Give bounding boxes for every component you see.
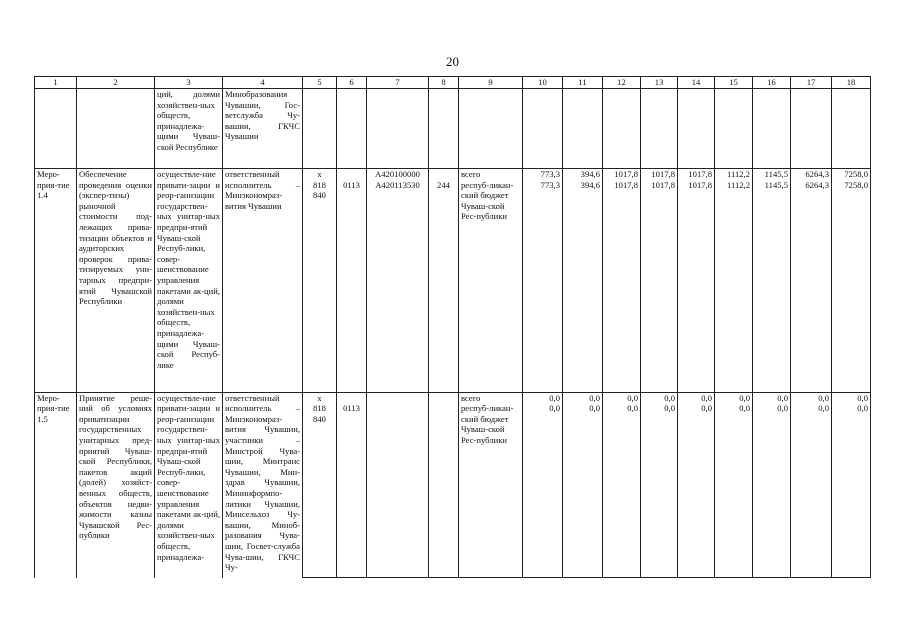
rzpr-cell — [337, 392, 367, 403]
value-cell: 1017,8 — [678, 180, 715, 393]
rzpr-cell: 0113 — [337, 180, 367, 393]
column-number-header-row — [35, 77, 871, 89]
grbs-cell: x — [303, 392, 337, 403]
column-header: 2 — [77, 77, 155, 89]
value-cell: 7258,0 — [832, 169, 871, 180]
value-cell: 0,0 — [791, 403, 832, 578]
vr-cell — [429, 403, 459, 578]
funding-source: всего — [459, 169, 523, 180]
value-cell: 0,0 — [715, 392, 753, 403]
column-header: 5 — [303, 77, 337, 89]
value-cell: 0,0 — [678, 392, 715, 403]
value-cell: 0,0 — [753, 392, 791, 403]
table-row — [35, 392, 871, 403]
csr-cell — [367, 392, 429, 403]
value-cell: 0,0 — [603, 403, 641, 578]
value-cell: 6264,3 — [791, 169, 832, 180]
value-cell: 1112,2 — [715, 169, 753, 180]
value-cell: 1017,8 — [641, 180, 678, 393]
value-cell: 0,0 — [523, 403, 563, 578]
table-row — [35, 89, 871, 169]
program-table — [34, 76, 871, 578]
column-header: 3 — [155, 77, 223, 89]
vr-cell — [429, 169, 459, 180]
value-cell: 0,0 — [563, 403, 603, 578]
value-cell: 0,0 — [641, 392, 678, 403]
rzpr-cell — [337, 169, 367, 180]
value-cell: 1017,8 — [641, 169, 678, 180]
measure-executors: ответственный исполнитель – Минэкономраз-вития Чувашии, участники – Минстрой Чува-шии, Минтранс Чувашии, Мин-здрав Чувашии, Мининформпо-литики Чувашии, Минсельхоз Чу-вашии, Миноб-разования Чува-шии, Госвет-служба Чува-шии, ГКЧС Чу- — [223, 392, 303, 578]
column-header: 4 — [223, 77, 303, 89]
column-header: 10 — [523, 77, 563, 89]
grbs-cell: 818 840 — [303, 180, 337, 393]
continuation-goal: ций, долями хозяйствен-ных обществ, принадлежа-щими Чуваш-ской Республике — [155, 89, 223, 169]
measure-title: Принятие реше-ний об условиях приватизации государственных унитарных пред-приятий Чуваш-ской Республики, пакетов акций (долей) хозяйст-венных обществ, объектов недви-жимости казны Чувашской Рес-публики — [77, 392, 155, 578]
measure-executors: ответственный исполнитель – Минэкономраз-вития Чувашии — [223, 169, 303, 393]
rzpr-cell: 0113 — [337, 403, 367, 578]
measure-name: Меро-прия-тие 1.4 — [35, 169, 77, 393]
column-header: 15 — [715, 77, 753, 89]
page-number: 20 — [446, 54, 459, 69]
column-header: 14 — [678, 77, 715, 89]
column-header: 6 — [337, 77, 367, 89]
value-cell: 394,6 — [563, 180, 603, 393]
value-cell: 0,0 — [832, 392, 871, 403]
continuation-executors: Минобразования Чувашии, Гос-ветслужба Чу-вашии, ГКЧС Чувашии — [223, 89, 303, 169]
funding-source: всего — [459, 392, 523, 403]
measure-title: Обеспечение проведения оценки (экспер-тизы) рыночной стоимости под-лежащих прива-тизации объектов и аудиторских проверок прива-тизируемых уни-тарных предпри-ятий Чувашской Республики — [77, 169, 155, 393]
column-header: 11 — [563, 77, 603, 89]
value-cell: 1145,5 — [753, 180, 791, 393]
value-cell: 1017,8 — [603, 180, 641, 393]
column-header: 8 — [429, 77, 459, 89]
column-header: 16 — [753, 77, 791, 89]
value-cell: 1145,5 — [753, 169, 791, 180]
measure-goal: осуществле-ние привати-зации и реор-ганизации государствен-ных унитар-ных предпри-ятий Чуваш-ской Респуб-лики, совер-шенствование управления пакетами ак-ций, долями хозяйствен-ных обществ, принадлежа-щими Чуваш-ской Респуб-лике — [155, 169, 223, 393]
grbs-cell: 818 840 — [303, 403, 337, 578]
column-header: 17 — [791, 77, 832, 89]
value-cell: 0,0 — [678, 403, 715, 578]
column-header: 1 — [35, 77, 77, 89]
value-cell: 0,0 — [832, 403, 871, 578]
column-header: 7 — [367, 77, 429, 89]
value-cell: 1112,2 — [715, 180, 753, 393]
column-header: 12 — [603, 77, 641, 89]
value-cell: 0,0 — [753, 403, 791, 578]
grbs-cell: x — [303, 169, 337, 180]
value-cell: 7258,0 — [832, 180, 871, 393]
column-header: 18 — [832, 77, 871, 89]
column-header: 13 — [641, 77, 678, 89]
value-cell: 0,0 — [791, 392, 832, 403]
value-cell: 6264,3 — [791, 180, 832, 393]
table-row — [35, 169, 871, 180]
vr-cell — [429, 392, 459, 403]
measure-goal: осуществле-ние привати-зации и реор-ганизации государствен-ных унитар-ных предпри-ятий Чуваш-ской Респуб-лики, совер-шенствование управления пакетами ак-ций, долями хозяйствен-ных обществ, принадлежа- — [155, 392, 223, 578]
value-cell: 0,0 — [641, 403, 678, 578]
value-cell: 0,0 — [715, 403, 753, 578]
value-cell: 773,3 — [523, 169, 563, 180]
value-cell: 0,0 — [523, 392, 563, 403]
column-header: 9 — [459, 77, 523, 89]
funding-source: респуб-ликан-ский бюджет Чуваш-ской Рес-публики — [459, 403, 523, 578]
csr-cell: А420100000 — [367, 169, 429, 180]
csr-cell — [367, 403, 429, 578]
funding-source: респуб-ликан-ский бюджет Чуваш-ской Рес-публики — [459, 180, 523, 393]
value-cell: 1017,8 — [678, 169, 715, 180]
value-cell: 773,3 — [523, 180, 563, 393]
value-cell: 0,0 — [603, 392, 641, 403]
value-cell: 1017,8 — [603, 169, 641, 180]
csr-cell: А420113530 — [367, 180, 429, 393]
vr-cell: 244 — [429, 180, 459, 393]
measure-name: Меро-прия-тие 1.5 — [35, 392, 77, 578]
value-cell: 0,0 — [563, 392, 603, 403]
value-cell: 394,6 — [563, 169, 603, 180]
